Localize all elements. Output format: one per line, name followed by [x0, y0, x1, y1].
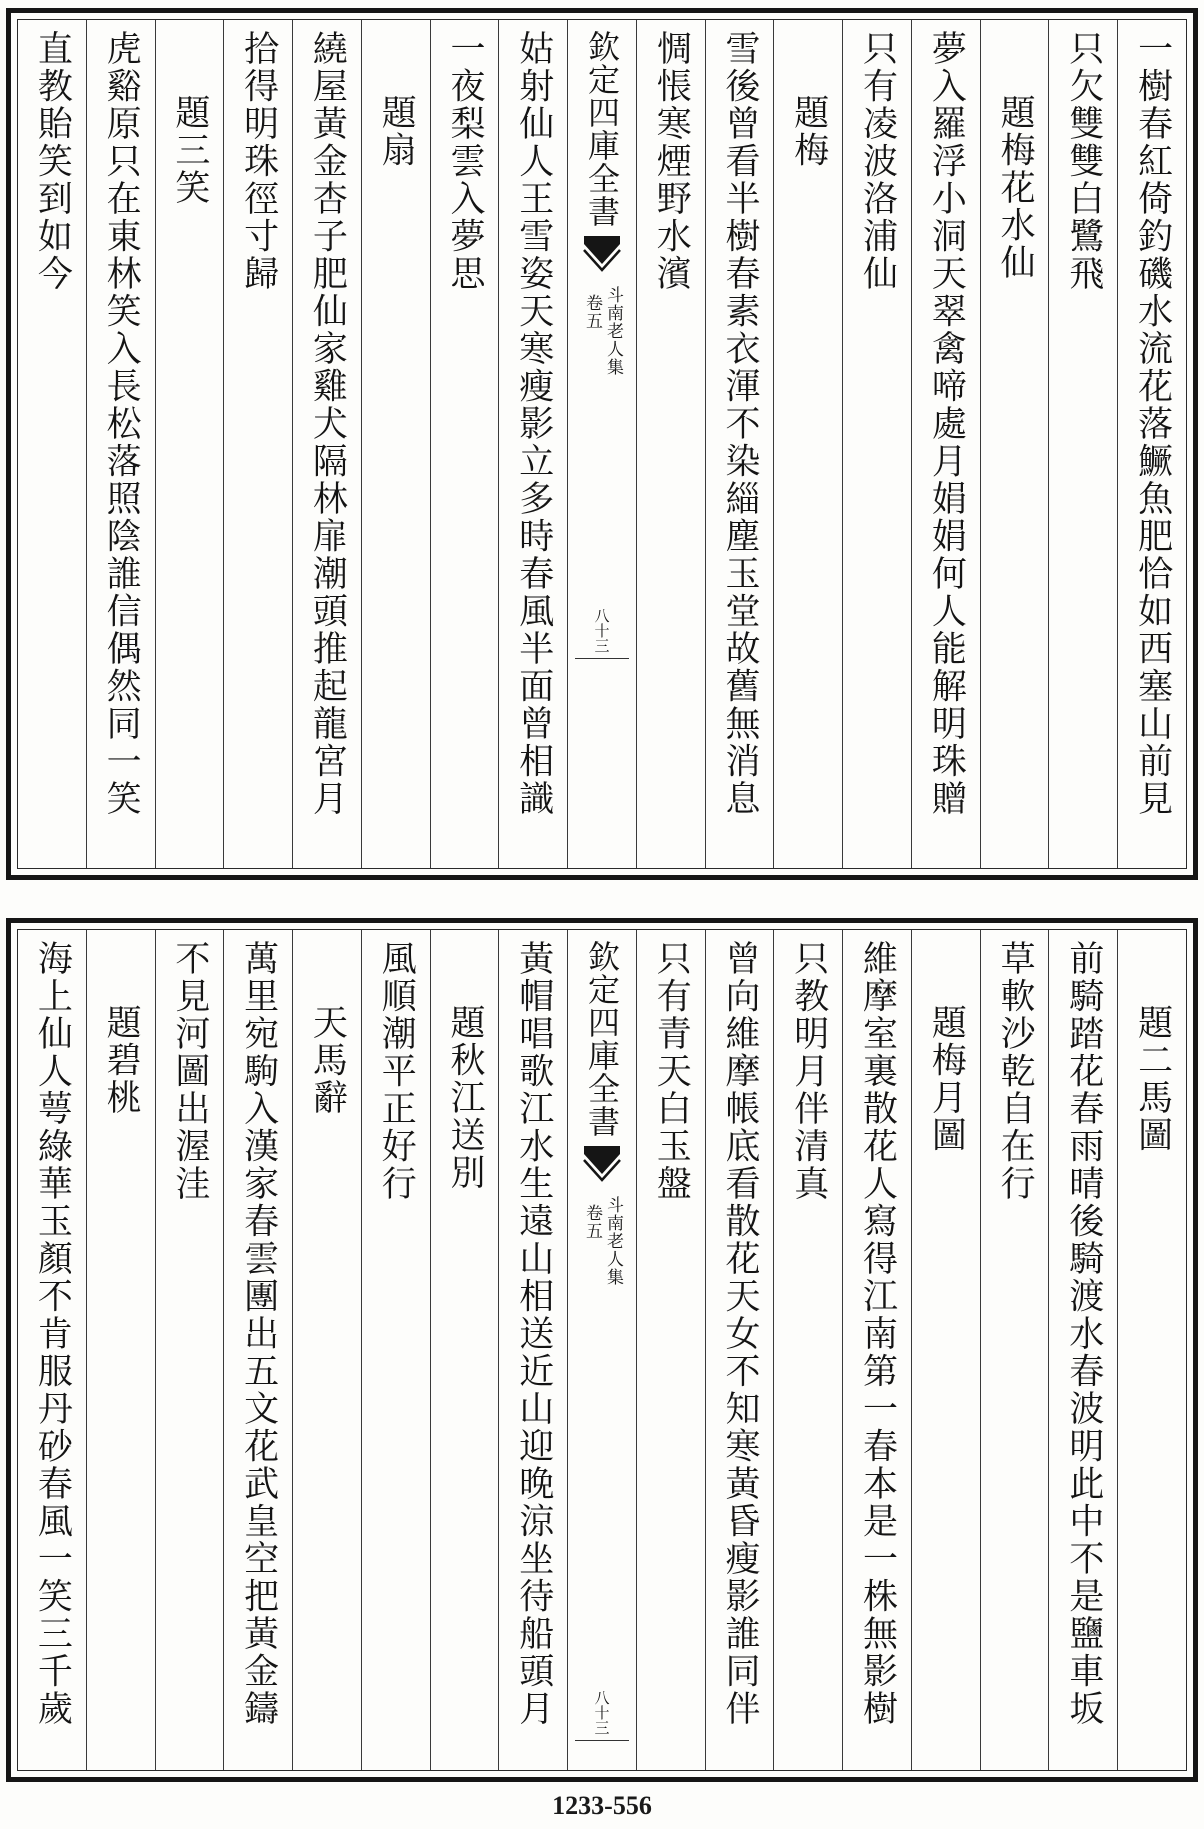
text-column [705, 20, 774, 868]
text-column [911, 20, 980, 868]
text-column [1117, 20, 1186, 868]
poem-line: 曾向維摩帳底看散花天女不知寒黃昏瘦影誰同伴 [720, 940, 761, 1728]
leaf-page-number: 八十三 [592, 608, 611, 653]
leaf-page-number: 八十三 [592, 1690, 611, 1735]
poem-title: 天馬辭 [307, 1004, 348, 1117]
page-footer-number: 1233-556 [552, 1791, 652, 1820]
center-fold-column [567, 20, 636, 868]
text-column [86, 20, 155, 868]
text-column [361, 930, 430, 1770]
poem-line: 雪後曾看半樹春素衣渾不染緇塵玉堂故舊無消息 [720, 30, 761, 818]
poem-line: 風順潮平正好行 [376, 940, 417, 1203]
poem-line: 一夜梨雲入夢思 [444, 30, 485, 293]
text-column [773, 930, 842, 1770]
poem-title: 題秋江送別 [444, 1004, 485, 1192]
text-column [292, 20, 361, 868]
poem-title: 題二馬圖 [1132, 1004, 1173, 1154]
text-column [430, 20, 499, 868]
fish-tail-mark-icon [582, 234, 622, 276]
poem-line: 前騎踏花春雨晴後騎渡水春波明此中不是鹽車坂 [1063, 940, 1104, 1728]
poem-title: 題梅花水仙 [995, 94, 1036, 282]
poem-line: 只教明月伴清真 [788, 940, 829, 1203]
text-column [980, 20, 1049, 868]
text-column [86, 930, 155, 1770]
poem-line: 繞屋黃金杏子肥仙家雞犬隔林扉潮頭推起龍宮月 [307, 30, 348, 818]
text-column [911, 930, 980, 1770]
fish-tail-mark-icon [582, 1144, 622, 1186]
poem-line: 只欠雙雙白鷺飛 [1063, 30, 1104, 293]
volume-label: 卷五 [581, 294, 602, 330]
text-column [1048, 930, 1117, 1770]
collection-title: 斗南老人集 [602, 1196, 623, 1286]
text-column [223, 930, 292, 1770]
poem-line: 海上仙人萼綠華玉顏不肯服丹砂春風一笑三千歲 [32, 940, 73, 1728]
text-column [361, 20, 430, 868]
bottom-page-panel [6, 918, 1198, 1782]
poem-line: 拾得明珠徑寸歸 [238, 30, 279, 293]
text-column [155, 930, 224, 1770]
poem-line: 不見河圖出渥洼 [169, 940, 210, 1203]
text-column [842, 930, 911, 1770]
poem-line: 草軟沙乾自在行 [995, 940, 1036, 1203]
text-column [842, 20, 911, 868]
poem-title: 題梅 [788, 94, 829, 169]
top-page-panel [6, 8, 1198, 880]
text-column [498, 930, 567, 1770]
poem-line: 萬里宛駒入漢家春雲團出五文花武皇空把黃金鑄 [238, 940, 279, 1728]
poem-line: 只有凌波洛浦仙 [857, 30, 898, 293]
text-column [636, 20, 705, 868]
poem-title: 題碧桃 [101, 1004, 142, 1117]
collection-meta [583, 286, 621, 376]
poem-title: 題三笑 [169, 94, 210, 207]
text-column [292, 930, 361, 1770]
collection-title: 斗南老人集 [602, 286, 623, 376]
text-column [980, 930, 1049, 1770]
text-column [773, 20, 842, 868]
book-title: 欽定四庫全書 [582, 30, 621, 228]
bottom-page-columns [17, 929, 1187, 1771]
text-column [223, 20, 292, 868]
poem-line: 黃帽唱歌江水生遠山相送近山迎晚涼坐待船頭月 [513, 940, 554, 1728]
text-column [498, 20, 567, 868]
text-column [636, 930, 705, 1770]
volume-label: 卷五 [581, 1204, 602, 1240]
poem-line: 惆悵寒煙野水濱 [651, 30, 692, 293]
poem-line: 維摩室裏散花人寫得江南第一春本是一株無影樹 [857, 940, 898, 1728]
poem-line: 一樹春紅倚釣磯水流花落鱖魚肥恰如西塞山前見 [1132, 30, 1173, 818]
poem-line: 夢入羅浮小洞天翠禽啼處月娟娟何人能解明珠贈 [926, 30, 967, 818]
text-column [430, 930, 499, 1770]
text-column [155, 20, 224, 868]
poem-title: 題扇 [376, 94, 417, 169]
center-fold-column [567, 930, 636, 1770]
poem-line: 直教貽笑到如今 [32, 30, 73, 293]
poem-title: 題梅月圖 [926, 1004, 967, 1154]
poem-line: 只有青天白玉盤 [651, 940, 692, 1203]
poem-line: 姑射仙人王雪姿天寒瘦影立多時春風半面曾相識 [513, 30, 554, 818]
text-column [18, 930, 86, 1770]
text-column [1117, 930, 1186, 1770]
text-column [705, 930, 774, 1770]
text-column [18, 20, 86, 868]
page-number-rule [575, 658, 629, 659]
book-title: 欽定四庫全書 [582, 940, 621, 1138]
page-number-rule [575, 1740, 629, 1741]
top-page-columns [17, 19, 1187, 869]
text-column [1048, 20, 1117, 868]
collection-meta [583, 1196, 621, 1286]
poem-line: 虎谿原只在東林笑入長松落照陰誰信偶然同一笑 [101, 30, 142, 818]
